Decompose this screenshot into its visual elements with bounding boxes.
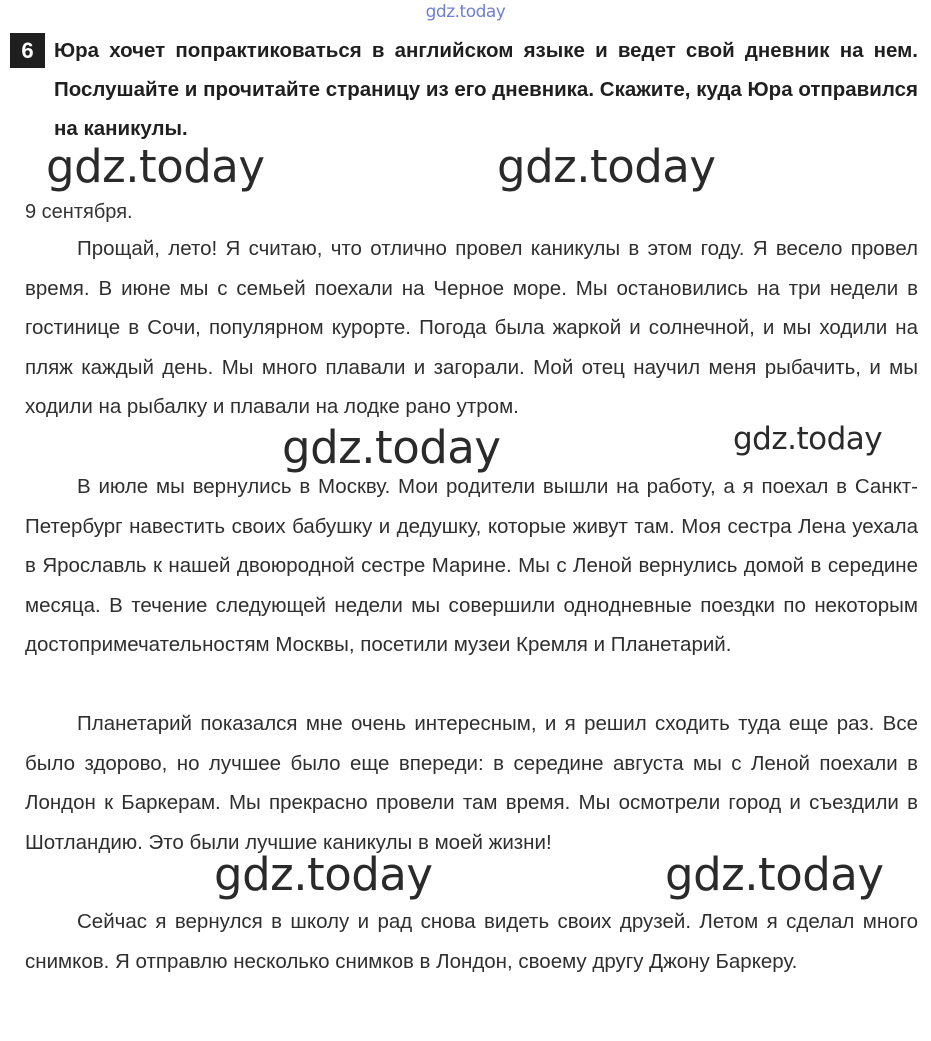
diary-paragraph-2: В июле мы вернулись в Москву. Мои родители вышли на работу, а я поехал в Санкт-Петербург навестить своих бабушку и дедушку, которые живут там. Моя сестра Лена уехала в Ярославль к нашей двоюродной сестре Марине. Мы с Леной вернулись домой в середине месяца. В течение следующей недели мы совершили однодневные поездки по некоторым достопримечательностям Москвы, посетили музеи Кремля и Планетарий.	[25, 475, 918, 657]
diary-paragraph-4: Сейчас я вернулся в школу и рад снова видеть своих друзей. Летом я сделал много снимков. Я отправлю несколько снимков в Лондон, своему другу Джону Баркеру.	[25, 910, 918, 973]
watermark: gdz.today	[282, 421, 501, 474]
watermark: gdz.today	[497, 140, 716, 193]
diary-paragraph-3: Планетарий показался мне очень интересным, и я решил сходить туда еще раз. Все было здорово, но лучшее было еще впереди: в середине августа мы с Леной поехали в Лондон к Баркерам. Мы прекрасно провели там время. Мы осмотрели город и съездили в Шотландию. Это были лучшие каникулы в моей жизни!	[25, 712, 918, 854]
watermark: gdz.today	[665, 848, 884, 901]
diary-date: 9 сентября.	[25, 201, 133, 223]
watermark: gdz.today	[733, 421, 883, 457]
task-instruction: Юра хочет попрактиковаться в английском языке и ведет свой дневник на нем. Послушайте и прочитайте страницу из его дневника. Скажите, куда Юра отправился на каникулы.	[54, 39, 918, 140]
watermark: gdz.today	[214, 848, 433, 901]
watermark: gdz.today	[46, 140, 265, 193]
task-number-badge: 6	[10, 33, 45, 68]
diary-paragraph-1: Прощай, лето! Я считаю, что отлично провел каникулы в этом году. Я весело провел время. В июне мы с семьей поехали на Черное море. Мы остановились на три недели в гостинице в Сочи, популярном курорте. Погода была жаркой и солнечной, и мы ходили на пляж каждый день. Мы много плавали и загорали. Мой отец научил меня рыбачить, и мы ходили на рыбалку и плавали на лодке рано утром.	[25, 237, 918, 419]
watermark-top: gdz.today	[425, 2, 506, 22]
